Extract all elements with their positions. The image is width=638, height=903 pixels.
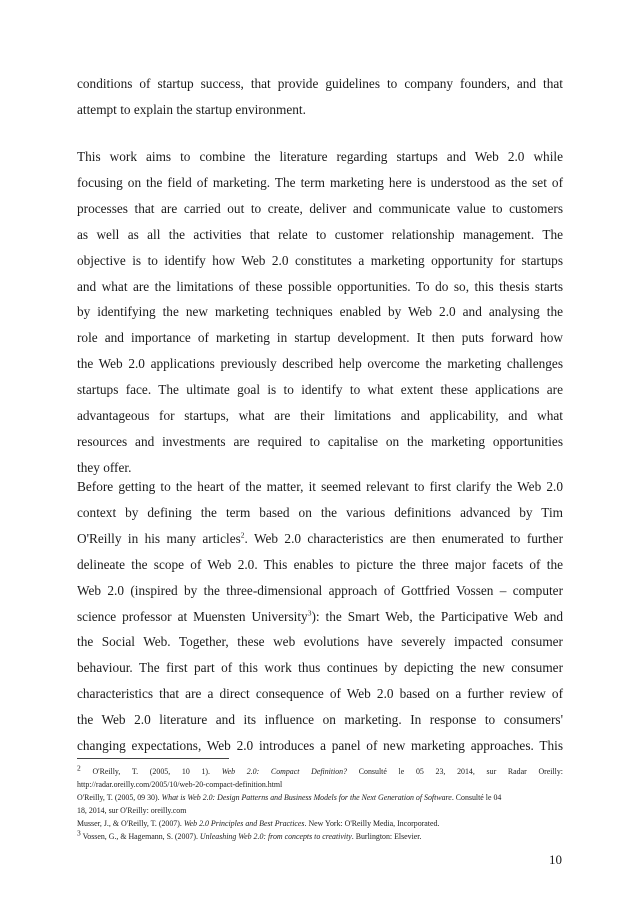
text-line: they offer. [77,459,132,475]
text-line: as well as all the activities that relate to customer relationship management. The [77,226,563,242]
footnote-line [77,765,563,778]
text-line: focusing on the field of marketing. The term marketing here is understood as the set of [77,174,563,190]
text-line: context by defining the term based on the various definitions advanced by Tim [77,504,563,520]
text-segment: science professor at Muensten University [77,608,308,624]
paragraph-2 [77,144,563,481]
footnote-line [77,791,563,804]
footnote-text: Musser, J., & O'Reilly, T. (2007). [77,819,184,828]
footnote-number: 3 [77,828,81,838]
footnotes [77,765,563,843]
text-line: advantageous for startups, what are their limitations and applicability, and what [77,408,563,424]
footnote-number: 2 [77,763,81,773]
footnote-ref: 3 [307,608,312,618]
text-line: characteristics that are a direct consequence of Web 2.0 based on a further review of [77,686,563,702]
footnote-text: Vossen, G., & Hagemann, S. (2007). [80,832,200,841]
text-line: and what are the limitations of these possible opportunities. To do so, this thesis starts [77,278,563,294]
text-line: This work aims to combine the literature regarding startups and Web 2.0 while [77,149,563,164]
text-line: conditions of startup success, that provide guidelines to company founders, and that [77,76,563,91]
paragraph-1 [77,71,563,123]
footnote-title: Web 2.0: Compact Definition? [221,767,348,776]
text-line: startups face. The ultimate goal is to identify to what extent these applications are [77,382,563,398]
footnote-text: . New York: O'Reilly Media, Incorporated. [304,819,440,828]
text-line: attempt to explain the startup environment. [77,101,306,117]
footnote-title: What is Web 2.0: Design Patterns and Business Models for the Next Generation of Software [161,793,452,802]
footnote-text: Consulté le 05 23, 2014, sur Radar Oreilly: [347,767,563,776]
text-line: the Web 2.0 applications previously described help overcome the marketing challenges [77,356,563,372]
paragraph-3 [77,474,563,759]
footnote-line: 18, 2014, sur O'Reilly: oreilly.com [77,806,187,815]
text-line: the Web 2.0 literature and its influence on marketing. In response to consumers' [77,712,563,728]
footnote-text: . Burlington: Elsevier. [351,832,422,841]
footnote-text: . Consulté le 04 [451,793,502,802]
footnote-line [77,830,563,843]
text-segment: . Web 2.0 characteristics are then enumerated to further [244,530,563,546]
footnote-line [77,817,563,830]
text-line: Web 2.0 (inspired by the three-dimensional approach of Gottfried Vossen – computer [77,582,563,598]
text-line: Before getting to the heart of the matter, it seemed relevant to first clarify the Web 2.0 [77,479,563,494]
footnote-title: Web 2.0 Principles and Best Practices [183,819,305,828]
text-line: changing expectations, Web 2.0 introduces a panel of new marketing approaches. This [77,738,563,754]
footnote-divider [77,758,229,759]
text-line: resources and investments are required to capitalise on the marketing opportunities [77,433,563,449]
text-line: by identifying the new marketing techniques enabled by Web 2.0 and analysing the [77,304,563,320]
footnote-text: O'Reilly, T. (2005, 09 30). [77,793,162,802]
text-line [77,604,563,630]
text-line: delineate the scope of Web 2.0. This enables to picture the three major facets of the [77,556,563,572]
page-number: 10 [549,852,562,867]
text-line: behaviour. The first part of this work thus continues by depicting the new consumer [77,660,563,676]
footnote-title: Unleashing Web 2.0: from concepts to creativity [199,832,352,841]
text-segment: ): the Smart Web, the Participative Web and [311,608,563,624]
text-line: the Social Web. Together, these web evolutions have severely impacted consumer [77,634,563,650]
footnote-url[interactable]: http://radar.oreilly.com/2005/10/web-20-compact-definition.html [77,780,283,789]
text-line: processes that are carried out to create, deliver and communicate value to customers [77,200,563,216]
text-line [77,526,563,552]
text-segment: O'Reilly in his many articles [77,530,241,546]
text-line: objective is to identify how Web 2.0 constitutes a marketing opportunity for startups [77,252,563,268]
footnote-ref: 2 [240,530,245,540]
text-line: role and importance of marketing in startup development. It then puts forward how [77,330,563,346]
footnote-text: O'Reilly, T. (2005, 10 1). [92,767,222,776]
